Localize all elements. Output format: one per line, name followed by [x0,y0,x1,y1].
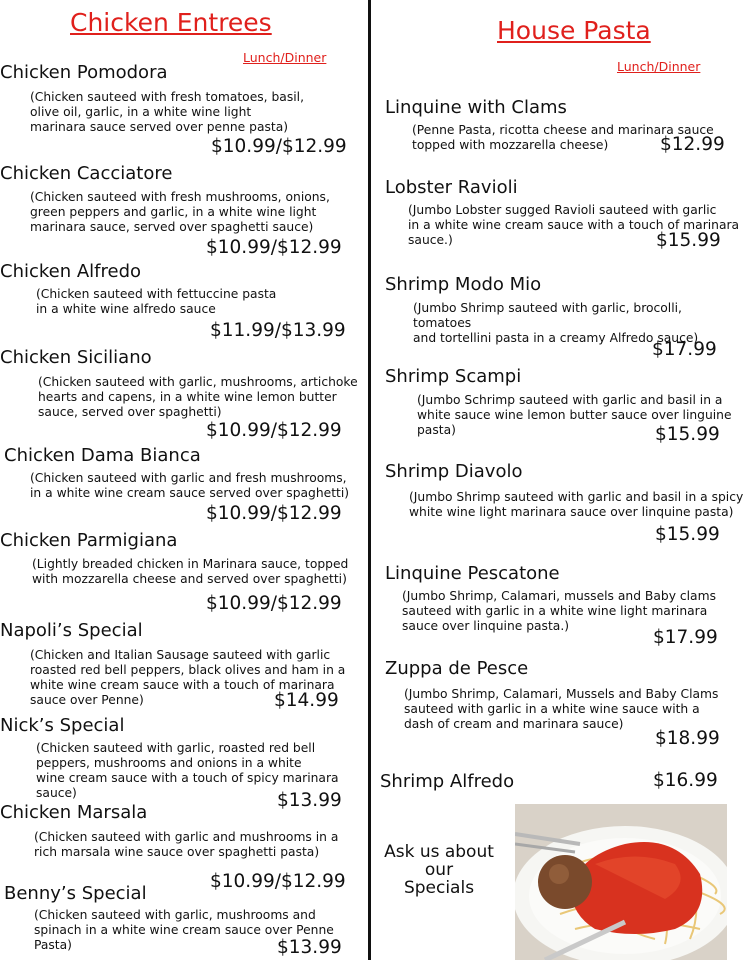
item-price: $15.99 [656,230,721,251]
item-description: (Jumbo Shrimp sauteed with garlic and basil in a spicy white wine light marinara sauce over linquine pasta) [409,490,744,519]
item-name: Linquine with Clams [385,97,567,118]
item-price: $10.99/$12.99 [210,871,346,892]
item-price: $17.99 [652,339,717,360]
menu-item-chicken-dama-bianca [4,445,201,467]
menu-item-chicken-marsala [0,802,147,824]
spaghetti-meatball-photo [515,804,727,960]
item-name: Chicken Siciliano [0,347,152,368]
item-name: Chicken Cacciatore [0,163,173,184]
item-price: $10.99/$12.99 [211,136,347,157]
menu-item-shrimp-scampi [385,366,521,388]
item-price: $13.99 [277,790,342,811]
item-name: Chicken Pomodora [0,62,168,83]
item-name: Chicken Marsala [0,802,148,823]
item-description: (Jumbo Schrimp sauteed with garlic and basil in a white sauce wine lemon butter sauce over linguine pasta) [417,393,732,437]
menu-item-linquine-pescatone [385,563,560,585]
menu-item-chicken-parmigiana [0,530,177,552]
item-name: Chicken Parmigiana [0,530,178,551]
menu-item-chicken-siciliano [0,347,152,369]
item-description: (Chicken sauteed with garlic, mushrooms and spinach in a white wine cream sauce over Penne Pasta) [34,908,334,952]
column-divider [368,0,371,960]
item-description: (Penne Pasta, ricotta cheese and marinara sauce topped with mozzarella cheese) [412,123,714,152]
item-name: Shrimp Scampi [385,366,522,387]
menu-item-linquine-with-clams [385,97,567,119]
menu-item-chicken-cacciatore [0,163,172,185]
specials-note: Ask us about our Specials [384,842,494,898]
right-lunch-dinner-label: Lunch/Dinner [617,59,701,74]
item-price: $15.99 [655,524,720,545]
item-name: Shrimp Modo Mio [385,274,542,295]
item-price: $18.99 [655,728,720,749]
item-price: $13.99 [277,937,342,958]
item-description: (Jumbo Shrimp, Calamari, Mussels and Baby Clams sauteed with garlic in a white wine sauce with a dash of cream and marinara sauce) [404,687,719,731]
menu-item-bennys-special [4,883,147,905]
item-description: (Jumbo Lobster sugged Ravioli sauteed with garlic in a white wine cream sauce with a touch of marinara sauce.) [408,203,740,247]
item-price: $10.99/$12.99 [206,593,342,614]
pasta-plate-icon [515,804,727,960]
item-price: $10.99/$12.99 [206,237,342,258]
item-name: Linquine Pescatone [385,563,560,584]
menu-item-nicks-special [0,715,124,737]
menu-item-shrimp-modo-mio [385,274,541,296]
item-name: Shrimp Alfredo [380,771,515,792]
item-price: $12.99 [660,134,725,155]
item-name: Lobster Ravioli [385,177,518,198]
item-description: (Jumbo Shrimp, Calamari, mussels and Baby clams sauteed with garlic in a white wine light marinara sauce over linquine pasta.) [402,589,716,633]
menu-item-shrimp-diavolo [385,461,523,483]
item-description: (Chicken sauteed with garlic, roasted red bell peppers, mushrooms and onions in a white wine cream sauce with a touch of spicy marinara sauce) [36,741,339,800]
item-name: Benny’s Special [4,883,147,904]
item-description: (Chicken sauteed with garlic, mushrooms, artichoke hearts and capens, in a white wine lemon butter sauce, served over spaghetti) [38,375,358,419]
item-description: (Chicken sauteed with garlic and mushrooms in a rich marsala wine sauce over spaghetti pasta) [34,830,339,859]
left-lunch-dinner-label: Lunch/Dinner [243,50,327,65]
item-price: $10.99/$12.99 [206,503,342,524]
item-description: (Lightly breaded chicken in Marinara sauce, topped with mozzarella cheese and served over spaghetti) [32,557,349,586]
item-name: Nick’s Special [0,715,125,736]
item-description: (Chicken sauteed with garlic and fresh mushrooms, in a white wine cream sauce served over spaghetti) [30,471,350,500]
item-name: Napoli’s Special [0,620,143,641]
house-pasta-heading: House Pasta [497,16,651,45]
item-description: (Chicken and Italian Sausage sauteed with garlic roasted red bell peppers, black olives and ham in a white wine cream sauce with a touch of marinara sauce over Penne) [30,648,346,707]
item-price: $15.99 [655,424,720,445]
chicken-entrees-heading: Chicken Entrees [70,8,272,37]
item-price: $14.99 [274,690,339,711]
item-price: $16.99 [653,770,718,791]
item-price: $10.99/$12.99 [206,420,342,441]
menu-item-chicken-alfredo [0,261,141,283]
menu-item-zuppa-de-pesce [385,658,528,680]
item-price: $17.99 [653,627,718,648]
menu-item-lobster-ravioli [385,177,518,199]
item-name: Chicken Alfredo [0,261,142,282]
item-price: $11.99/$13.99 [210,320,346,341]
menu-item-napolis-special [0,620,143,642]
item-name: Chicken Dama Bianca [4,445,201,466]
item-description: (Chicken sauteed with fresh mushrooms, onions, green peppers and garlic, in a white wine light marinara sauce, served over spaghetti sauce) [30,190,330,234]
menu-item-shrimp-alfredo [380,771,514,793]
item-name: Zuppa de Pesce [385,658,529,679]
item-description: (Chicken sauteed with fettuccine pasta in a white wine alfredo sauce [36,287,277,316]
item-description: (Jumbo Shrimp sauteed with garlic, brocolli, tomatoes and tortellini pasta in a creamy Alfredo sauce) [413,301,699,345]
item-description: (Chicken sauteed with fresh tomatoes, basil, olive oil, garlic, in a white wine light marinara sauce served over penne pasta) [30,90,304,134]
item-name: Shrimp Diavolo [385,461,523,482]
menu-item-chicken-pomodora [0,62,168,84]
